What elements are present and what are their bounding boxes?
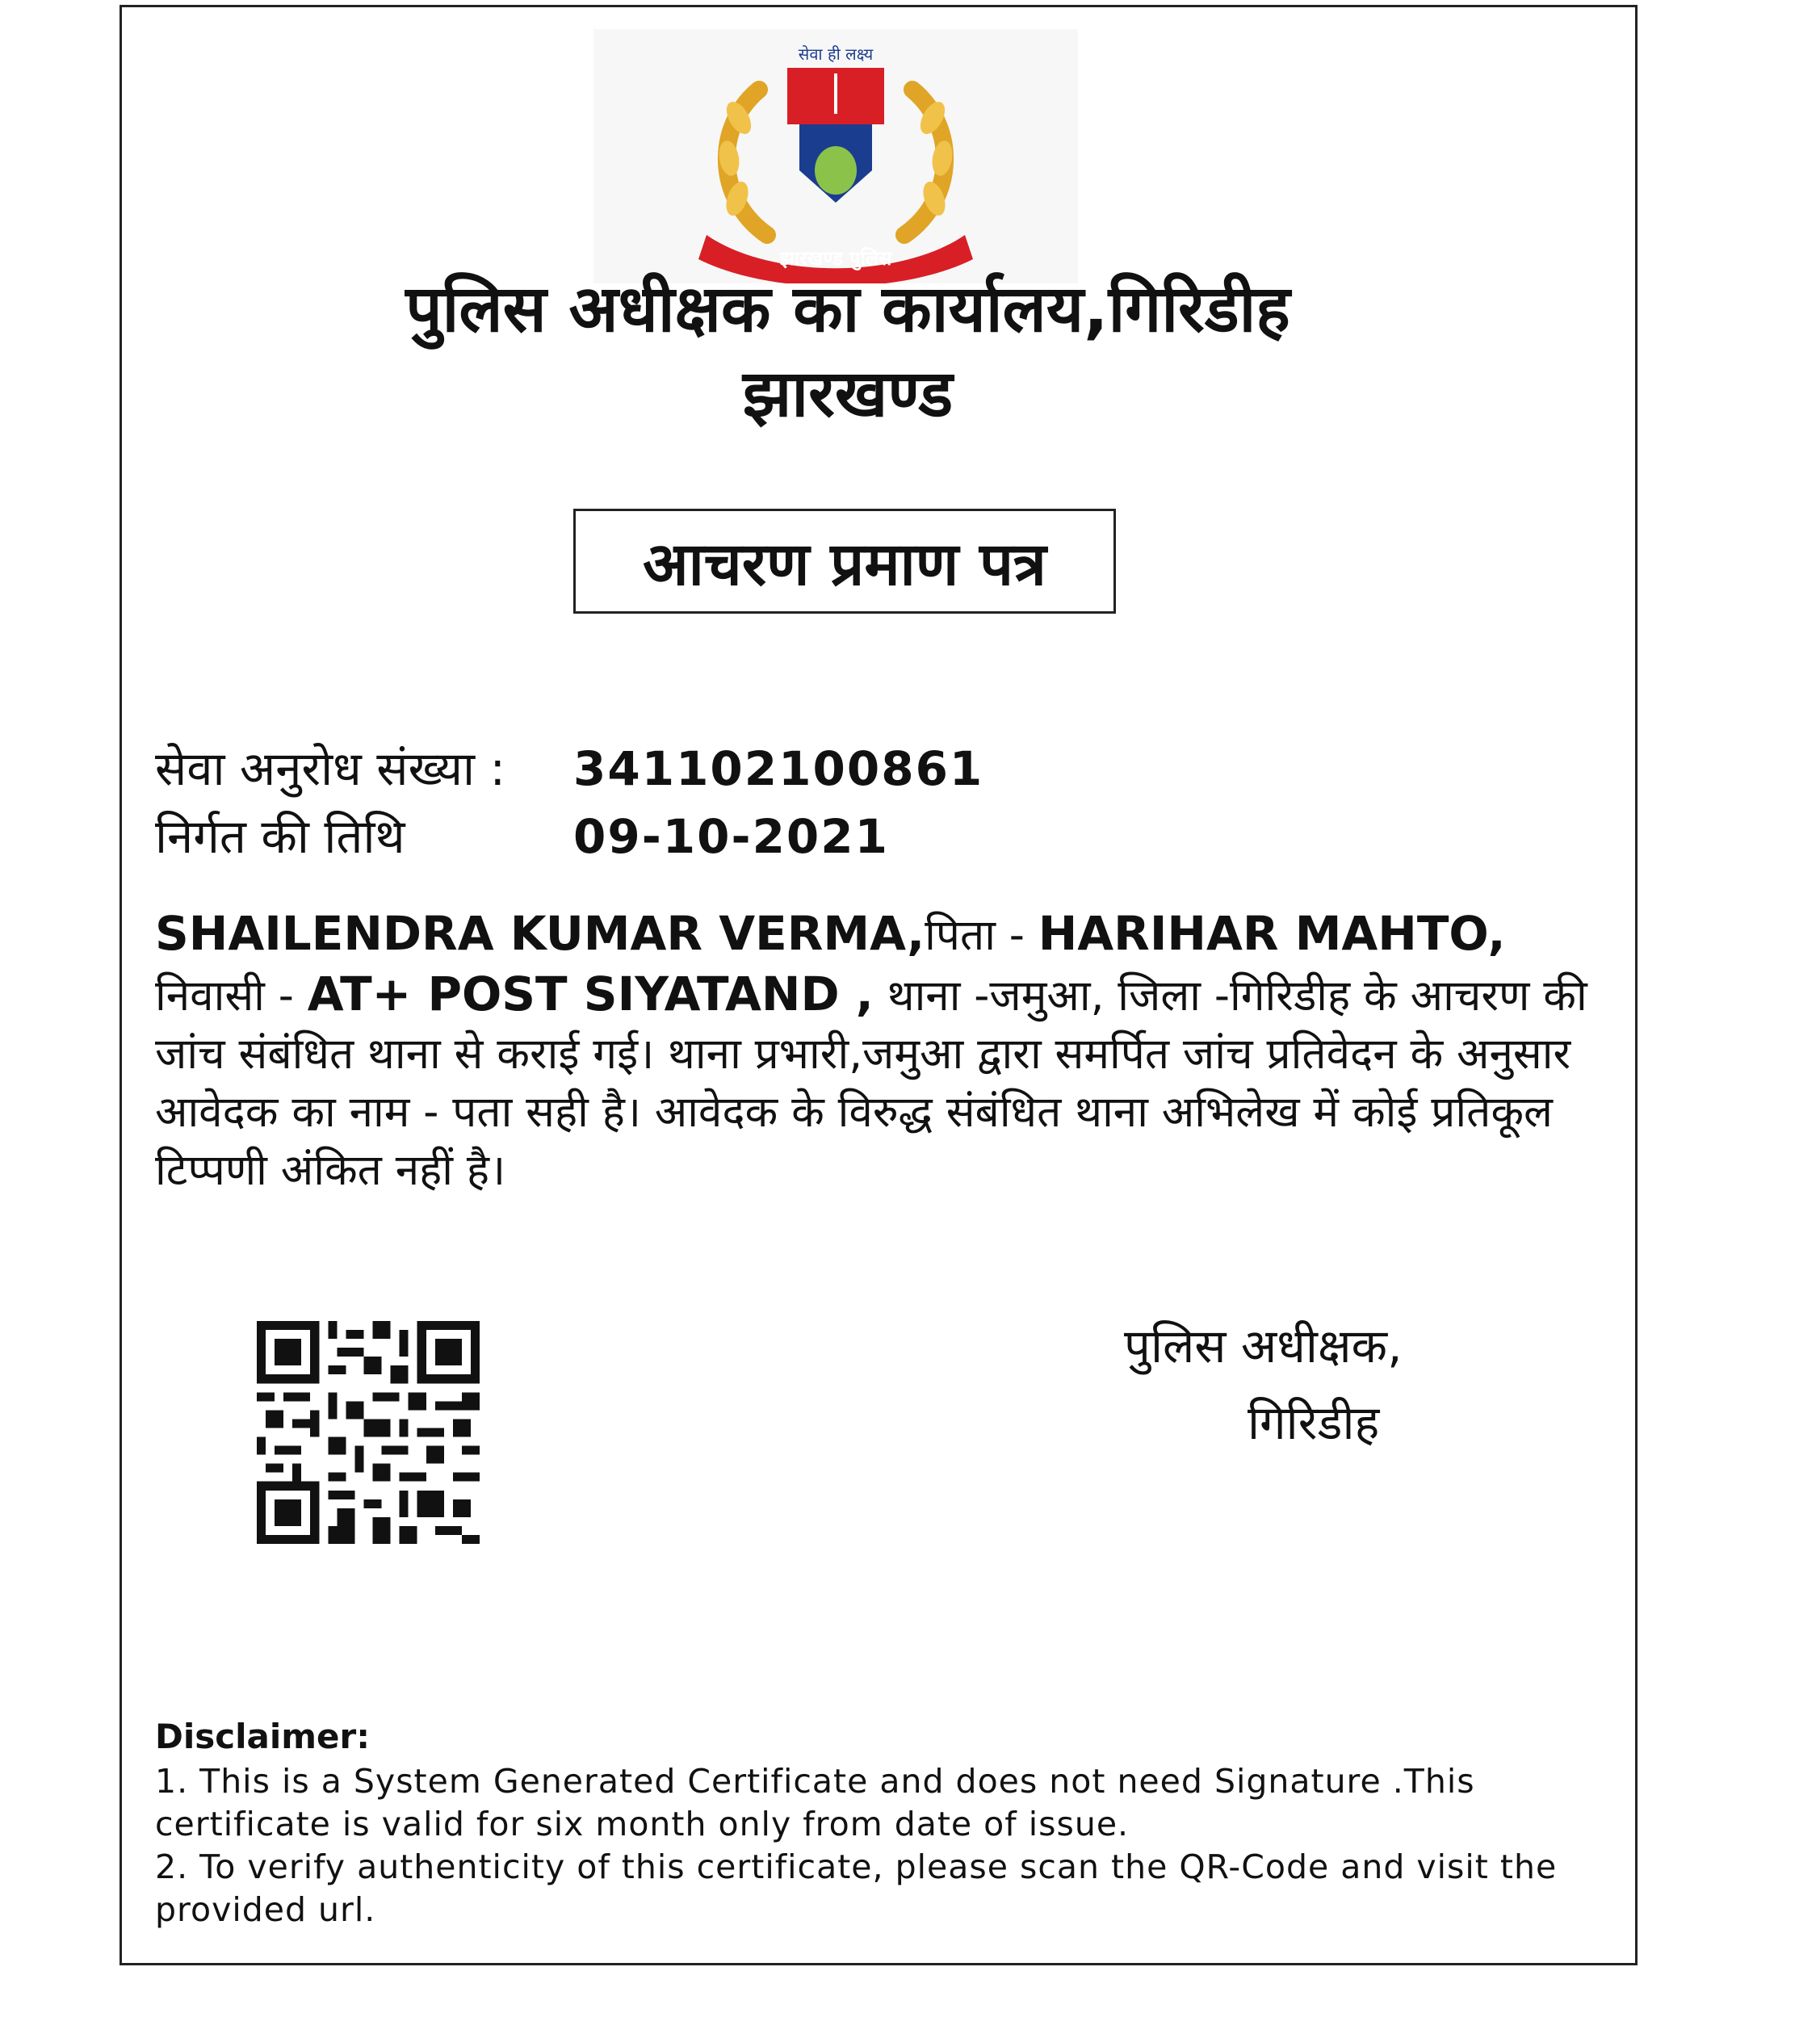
issue-date-label: निर्गत की तिथि xyxy=(155,809,405,864)
state-title: झारखण्ड xyxy=(742,356,954,431)
signatory-location: गिरिडीह xyxy=(1248,1395,1380,1450)
applicant-name: SHAILENDRA KUMAR VERMA, xyxy=(155,906,925,961)
father-name: HARIHAR MAHTO, xyxy=(1038,906,1506,961)
request-number-label: सेवा अनुरोध संख्या : xyxy=(155,741,506,796)
disclaimer-title: Disclaimer: xyxy=(155,1717,371,1756)
issue-date-value: 09-10-2021 xyxy=(573,809,889,864)
location-text: थाना -जमुआ, जिला -गिरिडीह xyxy=(873,971,1351,1021)
resident-label: निवासी - xyxy=(155,971,308,1021)
signatory-title: पुलिस अधीक्षक, xyxy=(1124,1319,1403,1373)
request-number-value: 341102100861 xyxy=(573,741,984,796)
disclaimer-item-2: 2. To verify authenticity of this certificate, please scan the QR-Code and visit the provided url. xyxy=(155,1847,1558,1929)
certificate-body xyxy=(155,904,1633,1200)
certificate-title: आचरण प्रमाण पत्र xyxy=(573,509,1116,614)
verification-paragraph: के आचरण की जांच संबंधित थाना से कराई गई। थाना प्रभारी,जमुआ द्वारा समर्पित जांच प्रतिवेदन के अनुसार आवेदक का नाम - पता सही है। आवेदक के विरुद्ध संबंधित थाना अभिलेख में कोई प्रतिकूल टिप्पणी अंकित नहीं है। xyxy=(155,971,1587,1195)
emblem-map xyxy=(815,146,857,195)
disclaimer-item-1: 1. This is a System Generated Certificate and does not need Signature .This certificate is valid for six month only from date of issue. xyxy=(155,1762,1475,1843)
jharkhand-police-emblem xyxy=(593,29,1078,283)
office-title: पुलिस अधीक्षक का कार्यालय,गिरिडीह xyxy=(405,271,1290,346)
verification-qr-code[interactable] xyxy=(257,1321,480,1544)
emblem-motto: सेवा ही लक्ष्य xyxy=(798,44,874,64)
address: AT+ POST SIYATAND , xyxy=(307,967,874,1021)
father-label: पिता - xyxy=(925,911,1038,960)
emblem-ribbon-text: झारखण्ड पुलिस xyxy=(779,247,892,270)
disclaimer-text xyxy=(155,1760,1576,1931)
